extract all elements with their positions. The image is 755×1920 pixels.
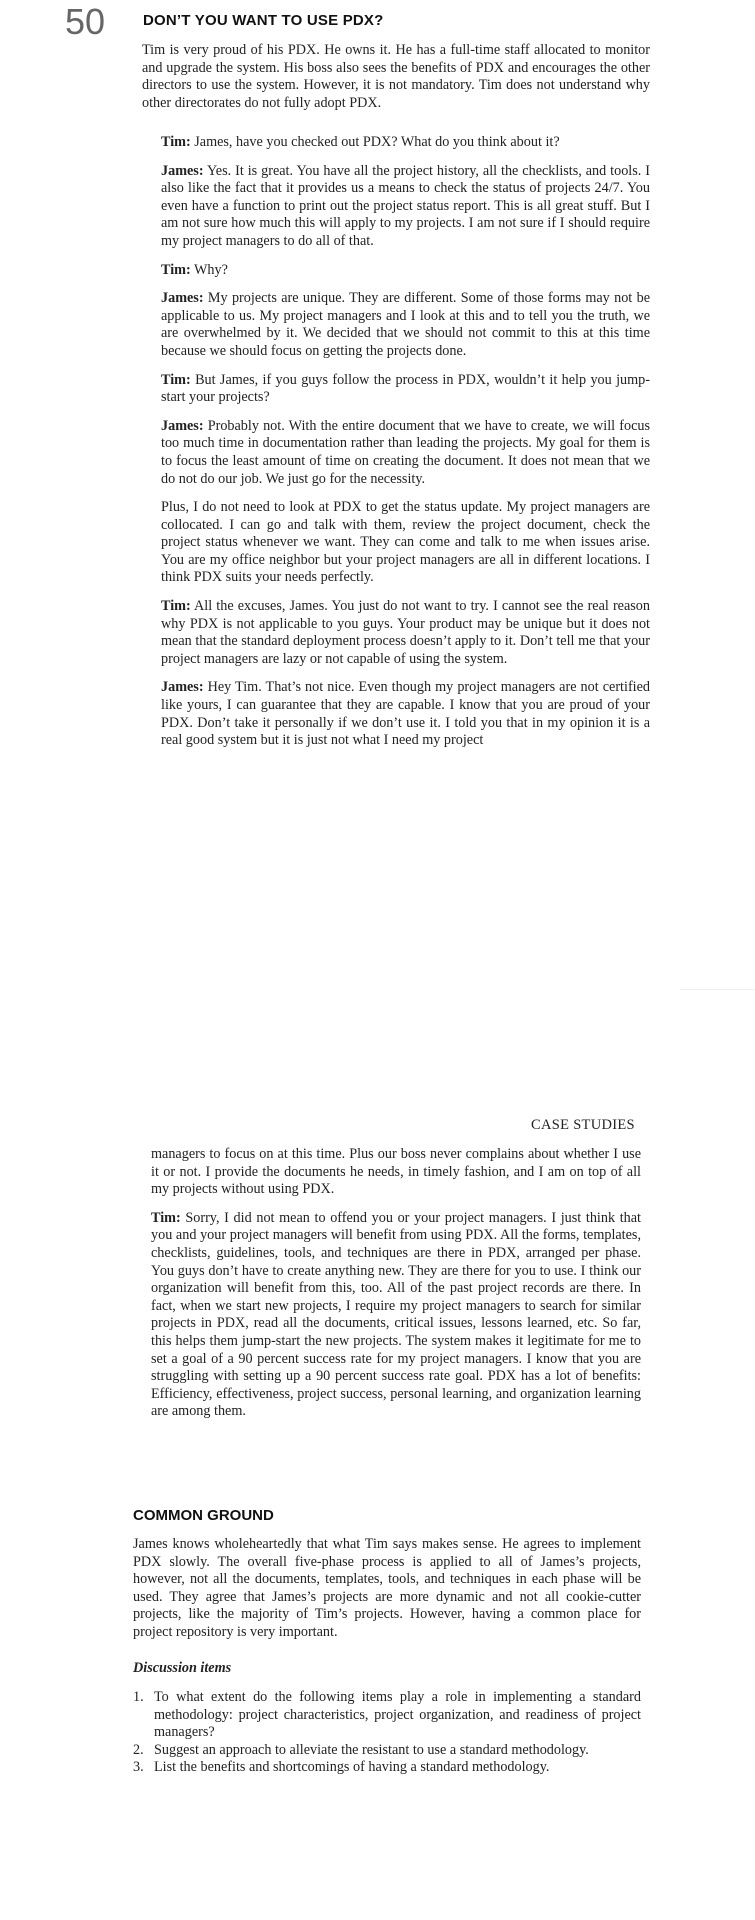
speaker-name: Tim:: [161, 134, 191, 150]
dialogue-text: Plus, I do not need to look at PDX to get the status update. My project managers are collocated. I can go and talk with them, review the project document, check the project status whenever we want. They can come and talk to me when issues arise. You are my office neighbor but your project managers are all in different locations. I think PDX suits your needs perfectly.: [161, 499, 650, 586]
speaker-name: Tim:: [151, 1209, 181, 1226]
discussion-item: [133, 1689, 641, 1742]
dialogue-paragraph: [161, 499, 650, 587]
dialogue-paragraph: [161, 418, 650, 488]
discussion-item-text: List the benefits and shortcomings of having a standard methodology.: [154, 1759, 550, 1776]
dialogue-paragraph: [151, 1210, 641, 1421]
common-ground-title: COMMON GROUND: [133, 1507, 274, 1524]
section-title: DON’T YOU WANT TO USE PDX?: [143, 12, 384, 29]
dialogue-part-b: [151, 1146, 641, 1432]
discussion-item-text: Suggest an approach to alleviate the resistant to use a standard methodology.: [154, 1741, 589, 1758]
speaker-name: Tim:: [161, 598, 191, 615]
dialogue-text: All the excuses, James. You just do not want to try. I cannot see the real reason why PDX is not applicable to you guys. Your product may be unique but it does not mean that the standard deployment process doesn’t apply to it. Don’t tell me that your project managers are lazy or not capable of using the system.: [161, 598, 650, 667]
discussion-item-number: 2.: [133, 1741, 144, 1758]
speaker-name: Tim:: [161, 261, 191, 278]
dialogue-text: Sorry, I did not mean to offend you or your project managers. I just think that you and your project managers will benefit from using PDX. All the forms, templates, checklists, guidelines, tools, and techniques are there in PDX, arranged per phase. You guys don’t have to create anything new. They are there for you to use. I think our organization will benefit from this, too. All of the past project records are there. In fact, when we start new projects, I require my project managers to search for similar projects in PDX, read all the documents, critical issues, lessons learned, etc. So far, this helps them jump-start the new projects. The system makes it legitimate for me to set a goal of a 90 percent success rate for my project managers. I know that you are struggling with setting up a 90 percent success rate goal. PDX has a lot of benefits: Efficiency, effectiveness, project success, personal learning, and organization learning are among them.: [151, 1209, 641, 1420]
speaker-name: James:: [161, 162, 204, 179]
dialogue-paragraph: [161, 262, 650, 280]
intro-paragraph: [142, 42, 650, 123]
dialogue-text: Probably not. With the entire document that we have to create, we will focus too much time in documentation rather than leading the projects. My goal for them is to focus the least amount of time on creating the document. It does not mean that we do not do our job. We just go for the necessity.: [161, 417, 650, 487]
dialogue-paragraph: [161, 290, 650, 360]
dialogue-text: Yes. It is great. You have all the project history, all the checklists, and tools. I also like the fact that it provides us a means to check the status of projects 24/7. You even have a function to print out the project status report. This is all great stuff. But I am not sure how much this will apply to my projects. I am not sure if I should require my project managers to do all of that.: [161, 162, 650, 249]
common-ground-paragraph: [133, 1536, 641, 1653]
dialogue-paragraph: [161, 372, 650, 407]
discussion-item-text: To what extent do the following items play a role in implementing a standard methodology: project characteristics, project organization, and readiness of project managers?: [154, 1689, 641, 1741]
dialogue-part-a: [161, 134, 650, 761]
dialogue-paragraph: [161, 134, 650, 152]
intro-text: Tim is very proud of his PDX. He owns it. He has a full-time staff allocated to monitor and upgrade the system. His boss also sees the benefits of PDX and encourages the other directors to use the system. However, it is not mandatory. Tim does not understand why other directorates do not fully adopt PDX.: [142, 42, 650, 111]
dialogue-text: Why?: [190, 261, 228, 278]
discussion-item-number: 3.: [133, 1759, 144, 1776]
speaker-name: James:: [161, 679, 204, 696]
speaker-name: James:: [161, 290, 204, 307]
dialogue-text: But James, if you guys follow the process in PDX, wouldn’t it help you jump-start your projects?: [161, 371, 650, 406]
running-header: CASE STUDIES: [531, 1117, 635, 1133]
discussion-title: Discussion items: [133, 1660, 232, 1676]
discussion-item-number: 1.: [133, 1689, 144, 1705]
dialogue-paragraph: [161, 163, 650, 251]
page-divider: [680, 989, 755, 990]
discussion-item: [133, 1742, 641, 1760]
dialogue-text: My projects are unique. They are different. Some of those forms may not be applicable to us. My project managers and I look at this and to tell you the truth, we are overwhelmed by it. We decided that we should not commit to this at this time because we should focus on getting the projects done.: [161, 290, 650, 359]
discussion-item: [133, 1759, 641, 1777]
dialogue-text: managers to focus on at this time. Plus our boss never complains about whether I use it or not. I provide the documents he needs, in timely fashion, and I am on top of all my projects without using PDX.: [151, 1146, 641, 1198]
page-number: 50: [65, 1, 106, 42]
discussion-list: [133, 1689, 641, 1777]
speaker-name: James:: [161, 417, 204, 434]
dialogue-paragraph: [161, 598, 650, 668]
common-ground-text: James knows wholeheartedly that what Tim says makes sense. He agrees to implement PDX slowly. The overall five-phase process is applied to all of James’s projects, however, not all the documents, templates, tools, and techniques in each phase will be used. They agree that James’s projects are more dynamic and not all cookie-cutter projects, like the majority of Tim’s projects. However, having a common place for project repository is very important.: [133, 1536, 641, 1640]
dialogue-text: James, have you checked out PDX? What do you think about it?: [190, 134, 560, 150]
dialogue-text: Hey Tim. That’s not nice. Even though my project managers are not certified like yours, I can guarantee that they are capable. I know that you are proud of your PDX. Don’t take it personally if we don’t use it. I told you that in my opinion it is a real good system but it is just not what I need my project: [161, 679, 650, 749]
speaker-name: Tim:: [161, 371, 191, 388]
dialogue-paragraph: [151, 1146, 641, 1199]
dialogue-paragraph: [161, 679, 650, 749]
